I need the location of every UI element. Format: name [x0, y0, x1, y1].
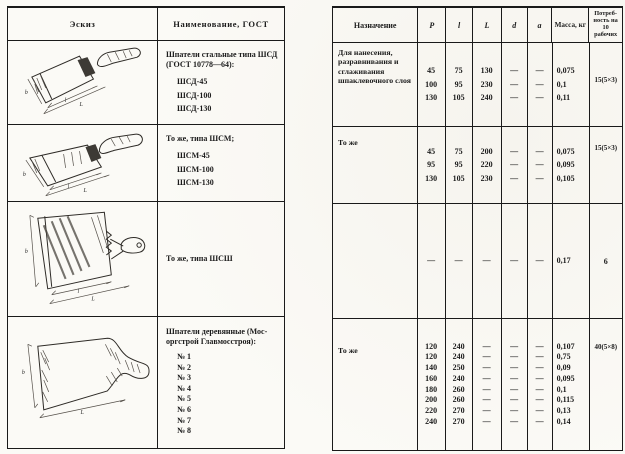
- cell-value: —: [510, 93, 519, 103]
- value-column: [446, 127, 473, 203]
- cell-value: 130: [480, 66, 493, 76]
- cell-value: 0,1: [556, 384, 567, 394]
- need-cell: 15(5×3): [594, 76, 618, 84]
- value-columns: [418, 127, 590, 203]
- header-dim-L: L: [473, 8, 502, 42]
- model-label: № 5: [177, 394, 192, 404]
- left-table-header-row: [8, 8, 284, 41]
- cell-value: —: [535, 173, 544, 183]
- cell-value: 130: [425, 93, 438, 103]
- cell-value: —: [510, 341, 519, 351]
- purpose-cell: Для нанесения, разравнивания и сглаживания шпаклевочного слоя: [333, 43, 418, 126]
- model-label: ШСД-45: [177, 77, 208, 86]
- cell-value: 105: [452, 173, 465, 183]
- dim-label-L: L: [91, 296, 95, 303]
- name-cell: [158, 202, 284, 316]
- purpose-cell: То же: [333, 319, 418, 450]
- cell-value: 105: [452, 93, 465, 103]
- cell-value: 0,095: [556, 160, 575, 170]
- value-column: [502, 319, 528, 450]
- cell-value: 0,17: [556, 256, 571, 266]
- cell-value: —: [510, 416, 519, 426]
- name-cell: [158, 41, 284, 124]
- cell-value: —: [535, 416, 544, 426]
- model-label: ШСД-100: [177, 90, 212, 100]
- value-column: [553, 319, 590, 450]
- dim-label-b: b: [24, 248, 28, 255]
- cell-value: —: [535, 405, 544, 415]
- cell-value: —: [482, 363, 491, 373]
- model-list: [166, 75, 280, 116]
- value-column: [502, 204, 528, 318]
- table-row-shsd: [8, 41, 284, 125]
- cell-value: 75: [454, 66, 463, 76]
- cell-value: —: [510, 146, 519, 156]
- cell-value: 45: [427, 146, 436, 156]
- model-label: № 7: [177, 415, 192, 425]
- purpose-cell: [333, 204, 418, 318]
- cell-value: 270: [452, 405, 465, 415]
- value-columns: [418, 204, 590, 318]
- cell-value: —: [454, 256, 463, 266]
- value-column: [418, 319, 446, 450]
- model-label: ШСМ-130: [177, 178, 214, 187]
- name-cell: [158, 317, 284, 448]
- cell-value: —: [510, 79, 519, 89]
- cell-value: —: [482, 352, 491, 362]
- cell-value: 260: [452, 384, 465, 394]
- need-cell: 40(5×8): [594, 343, 618, 351]
- value-column: [473, 204, 502, 318]
- cell-value: —: [535, 160, 544, 170]
- cell-value: —: [535, 256, 544, 266]
- value-column: [473, 43, 502, 126]
- value-column: [528, 319, 553, 450]
- cell-value: 0,105: [556, 173, 575, 183]
- model-label: ШСД-130: [177, 104, 212, 113]
- cell-value: 250: [452, 363, 465, 373]
- cell-value: 0,13: [556, 405, 571, 415]
- group-title: То же, типа ШСШ: [166, 254, 233, 263]
- cell-value: 120: [425, 352, 438, 362]
- table-row-shsm: [8, 125, 284, 202]
- cell-value: 0,075: [556, 146, 575, 156]
- value-column: [446, 43, 473, 126]
- cell-value: 0,75: [556, 352, 571, 362]
- header-purpose: Назначение: [333, 8, 418, 42]
- cell-value: 95: [454, 79, 463, 89]
- cell-value: —: [535, 373, 544, 383]
- cell-value: —: [510, 405, 519, 415]
- dim-label-b: b: [21, 370, 25, 377]
- cell-value: 160: [425, 373, 438, 383]
- value-column: [553, 43, 590, 126]
- group-title: Шпатели деревянные (Мос-оргстрой Главмосстроя):: [166, 327, 268, 346]
- cell-value: 240: [452, 373, 465, 383]
- cell-value: 240: [452, 341, 465, 351]
- purpose-cell: То же: [333, 127, 418, 203]
- cell-value: 130: [425, 173, 438, 183]
- cell-value: —: [510, 160, 519, 170]
- cell-value: 0,1: [556, 79, 567, 89]
- cell-value: 0,09: [556, 363, 571, 373]
- value-columns: [418, 43, 590, 126]
- value-column: [418, 204, 446, 318]
- data-block-shsm: [333, 127, 622, 204]
- model-label: № 4: [177, 383, 192, 393]
- header-name-gost-column: Наименование, ГОСТ: [173, 19, 269, 29]
- cell-value: —: [535, 79, 544, 89]
- model-list: [166, 352, 280, 437]
- cell-value: 230: [480, 79, 493, 89]
- need-cell: 15(5×3): [594, 144, 618, 152]
- data-block-shsd: [333, 43, 622, 127]
- cell-value: 0,095: [556, 373, 575, 383]
- cell-value: —: [510, 256, 519, 266]
- cell-value: 0,107: [556, 341, 575, 351]
- cell-value: —: [510, 66, 519, 76]
- cell-value: 200: [425, 395, 438, 405]
- value-column: [418, 43, 446, 126]
- value-column: [528, 43, 553, 126]
- name-cell: [158, 125, 284, 201]
- value-column: [473, 127, 502, 203]
- cell-value: —: [510, 384, 519, 394]
- model-label: № 1: [177, 352, 192, 361]
- cell-value: —: [482, 341, 491, 351]
- model-label: № 8: [177, 426, 192, 436]
- cell-value: —: [482, 395, 491, 405]
- cell-value: 95: [427, 160, 436, 170]
- cell-value: —: [535, 363, 544, 373]
- dim-label-l: l: [67, 183, 70, 190]
- header-dim-a: a: [528, 8, 553, 42]
- steel-spatula-shsm-sketch: [8, 125, 158, 201]
- value-column: [418, 127, 446, 203]
- cell-value: —: [535, 146, 544, 156]
- value-column: [446, 319, 473, 450]
- header-sketch-column: Эскиз: [8, 8, 158, 40]
- data-block-shssh: [333, 204, 622, 319]
- cell-value: —: [535, 341, 544, 351]
- model-label: № 3: [177, 373, 192, 383]
- cell-value: 120: [425, 341, 438, 351]
- dim-label-b: b: [22, 171, 26, 178]
- cell-value: 230: [480, 173, 493, 183]
- value-column: [553, 127, 590, 203]
- cell-value: —: [535, 66, 544, 76]
- dim-label-b: b: [24, 89, 28, 96]
- model-label: ШСМ-45: [177, 151, 210, 160]
- cell-value: 45: [427, 66, 436, 76]
- group-title: Шпатели стальные типа ШСД (ГОСТ 10778—64):: [166, 50, 278, 69]
- model-list: [166, 149, 280, 190]
- table-row-wooden: [8, 317, 284, 448]
- cell-value: —: [482, 416, 491, 426]
- cell-value: —: [510, 395, 519, 405]
- value-column: [528, 127, 553, 203]
- group-title: То же, типа ШСМ;: [166, 134, 235, 143]
- cell-value: —: [510, 363, 519, 373]
- cell-value: 240: [480, 93, 493, 103]
- value-column: [528, 204, 553, 318]
- header-dim-l: l: [446, 8, 473, 42]
- cell-value: —: [482, 405, 491, 415]
- value-columns: [418, 319, 590, 450]
- cell-value: 260: [452, 395, 465, 405]
- data-block-wooden: [333, 319, 622, 450]
- steel-spatula-shsd-sketch: [8, 41, 158, 124]
- right-table-header-row: [333, 8, 622, 43]
- cell-value: 140: [425, 363, 438, 373]
- cell-value: 220: [480, 160, 493, 170]
- cell-value: 100: [425, 79, 438, 89]
- cell-value: 0,11: [556, 93, 571, 103]
- cell-value: 240: [425, 416, 438, 426]
- header-need-per-10-workers: Потреб-ность на 10 рабочих: [593, 10, 618, 38]
- cell-value: —: [482, 384, 491, 394]
- dim-label-L: L: [80, 409, 84, 416]
- cell-value: —: [510, 373, 519, 383]
- cell-value: 0,14: [556, 416, 571, 426]
- cell-value: —: [427, 256, 436, 266]
- model-label: № 2: [177, 362, 192, 372]
- cell-value: 200: [480, 146, 493, 156]
- cell-value: 240: [452, 352, 465, 362]
- dim-label-l: l: [77, 288, 80, 295]
- header-dim-d: d: [502, 8, 528, 42]
- dimensions-table: [332, 6, 623, 451]
- cell-value: 0,075: [556, 66, 575, 76]
- sketch-name-table: [7, 6, 285, 449]
- cell-value: —: [510, 352, 519, 362]
- cell-value: 220: [425, 405, 438, 415]
- steel-spatula-shssh-sketch: [8, 202, 158, 316]
- cell-value: —: [510, 173, 519, 183]
- cell-value: —: [535, 395, 544, 405]
- value-column: [502, 127, 528, 203]
- table-row-shssh: [8, 202, 284, 317]
- need-cell: 6: [603, 256, 608, 266]
- value-column: [446, 204, 473, 318]
- value-column: [473, 319, 502, 450]
- header-mass: Масса, кг: [552, 8, 589, 42]
- model-label: № 6: [177, 404, 192, 414]
- dim-label-L: L: [83, 187, 87, 194]
- cell-value: —: [482, 256, 491, 266]
- cell-value: —: [535, 352, 544, 362]
- cell-value: 180: [425, 384, 438, 394]
- wooden-spatula-sketch: [8, 317, 158, 448]
- value-column: [502, 43, 528, 126]
- cell-value: —: [535, 384, 544, 394]
- model-label: ШСМ-100: [177, 164, 214, 174]
- cell-value: —: [482, 373, 491, 383]
- dim-label-L: L: [79, 101, 83, 108]
- header-dim-p: P: [418, 8, 446, 42]
- dim-label-l: l: [64, 97, 67, 104]
- cell-value: 95: [454, 160, 463, 170]
- cell-value: 0,115: [556, 395, 575, 405]
- cell-value: —: [535, 93, 544, 103]
- cell-value: 270: [452, 416, 465, 426]
- cell-value: 75: [454, 146, 463, 156]
- value-column: [553, 204, 590, 318]
